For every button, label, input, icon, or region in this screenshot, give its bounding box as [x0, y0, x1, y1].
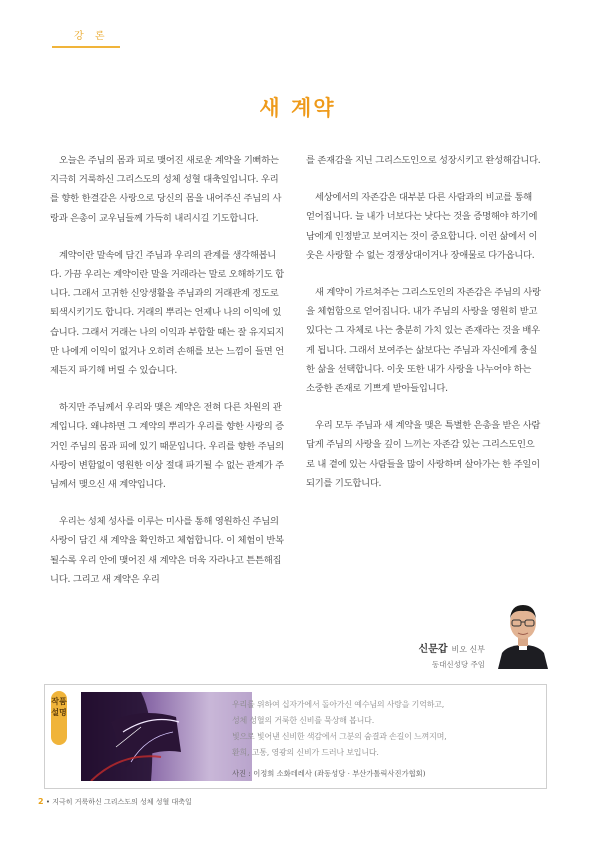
paragraph: 우리는 성체 성사를 이루는 미사를 통해 영원하신 주님의 사랑이 담긴 새 계약을 확인하고 체험합니다. 이 체험이 반복될수록 우리 안에 맺어진 새 계약은 더욱 자라나고 튼튼해집니다. 그리고 새 계약은 우리	[50, 516, 284, 585]
paragraph: 를 존재감을 지닌 그리스도인으로 성장시키고 완성해갑니다.	[306, 155, 541, 166]
artwork-photo-icon	[81, 692, 252, 781]
author-role: 비오 신부	[451, 645, 485, 654]
paragraph: 새 계약이 가르쳐주는 그리스도인의 자존감은 주님의 사랑을 체험함으로 얻어집니다. 내가 주님의 사랑을 영원히 받고 있다는 그 자체로 나는 충분히 가치 있는 존재라는 것을 배우게 됩니다. 그래서 보여주는 삶보다는 주님과 자신에게 충실한 삶을 선택합니다. 이웃 또한 내가 사랑을 나누어야 하는 소중한 존재로 기쁘게 받아들입니다.	[306, 287, 541, 395]
paragraph: 세상에서의 자존감은 대부분 다른 사람과의 비교를 통해 얻어집니다. 늘 내가 너보다는 낫다는 것을 증명해야 하기에 남에게 인정받고 보여지는 것이 중요합니다. 이런 삶에서 이웃은 사랑할 수 없는 경쟁상대이거나 장애물로 다가옵니다.	[306, 192, 538, 261]
caption-label-top: 작품	[51, 697, 67, 706]
page-footer	[38, 797, 192, 807]
author-block	[419, 640, 485, 670]
artwork-image	[81, 692, 252, 781]
left-column	[50, 151, 286, 607]
paragraph: 하지만 주님께서 우리와 맺은 계약은 전혀 다른 차원의 관계입니다. 왜냐하면 그 계약의 뿌리가 우리를 향한 사랑의 증거인 주님의 몸과 피에 있기 때문입니다. 우리를 향한 주님의 사랑이 변함없이 영원한 이상 절대 파기될 수 없는 관계가 주님께서 맺으신 새 계약입니다.	[50, 402, 284, 491]
footer-text: 지극히 거룩하신 그리스도의 성체 성혈 대축일	[52, 798, 192, 806]
author-photo	[494, 595, 552, 669]
caption-line: 우리를 위하여 십자가에서 돌아가신 예수님의 사랑을 기억하고,	[232, 700, 445, 709]
caption-line: 환희, 고통, 영광의 신비가 드러나 보입니다.	[232, 748, 379, 757]
caption-line: 빛으로 빛어낸 신비한 색감에서 그분의 숨결과 손길이 느껴지며,	[232, 732, 447, 741]
section-underline	[52, 46, 120, 48]
section-tag: 강 론	[74, 31, 109, 42]
page-number: 2	[38, 797, 44, 806]
caption-line: 성체 성혈의 거룩한 신비를 묵상해 봅니다.	[232, 716, 375, 725]
artwork-caption-box	[44, 684, 547, 789]
paragraph: 우리 모두 주님과 새 계약을 맺은 특별한 은총을 받은 사람답게 주님의 사랑을 깊이 느끼는 자존감 있는 그리스도인으로 내 곁에 있는 사람들을 많이 사랑하며 살아가는 한 주일이 되기를 기도합니다.	[306, 420, 541, 489]
bullet-icon: •	[45, 798, 50, 806]
right-column	[306, 151, 542, 511]
caption-label-bottom: 설명	[51, 708, 67, 717]
author-name: 신문갑	[418, 644, 448, 655]
author-parish: 동대신성당 주임	[431, 660, 485, 669]
paragraph: 계약이란 말속에 담긴 주님과 우리의 관계를 생각해봅니다. 가끔 우리는 계약이란 말을 거래라는 말로 오해하기도 합니다. 그래서 고귀한 신앙생활을 주님과의 거래관계 정도로 퇴색시키기도 합니다. 거래의 뿌리는 언제나 나의 이익에 있습니다. 그래서 거래는 나의 이익과 부합할 때는 잘 유지되지만 나에게 이익이 없거나 오히려 손해를 보는 느낌이 들면 언제든지 파기해 버릴 수 있습니다.	[50, 249, 284, 377]
paragraph: 오늘은 주님의 몸과 피로 맺어진 새로운 계약을 기뻐하는 지극히 거룩하신 그리스도의 성체 성혈 대축일입니다. 우리를 향한 한결같은 사랑으로 당신의 몸을 내어주신 주님의 사랑과 은총이 교우님들께 가득히 내리시길 기도합니다.	[50, 155, 282, 224]
page-title: 새 계약	[259, 96, 336, 120]
priest-portrait-icon	[494, 595, 552, 669]
caption-text	[232, 697, 537, 761]
photo-credit: 사진 : 이정희 소화데레사 (좌동성당 · 부산가톨릭사진가협회)	[232, 769, 426, 778]
caption-label	[51, 691, 67, 745]
